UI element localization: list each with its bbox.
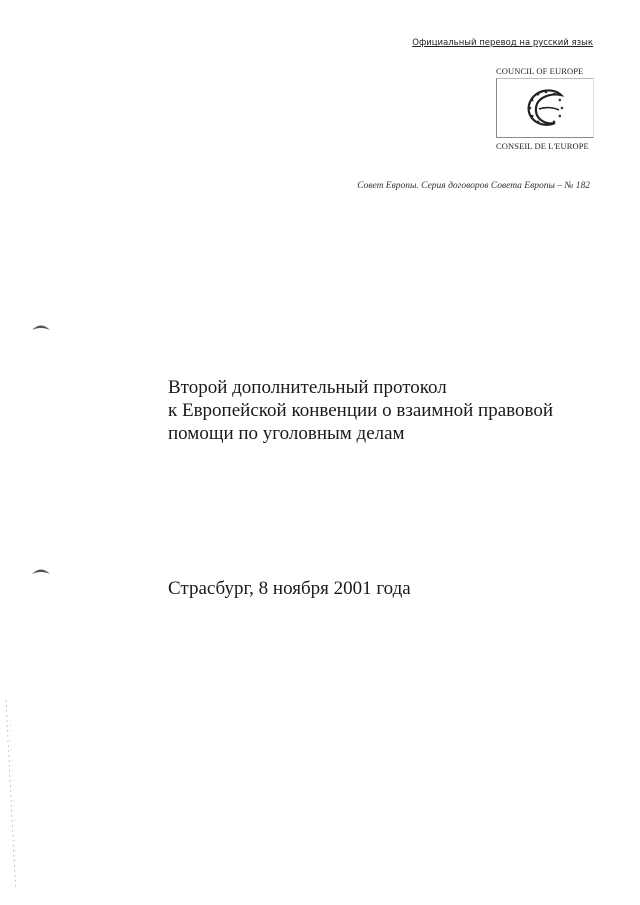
- title-line: помощи по уголовным делам: [168, 423, 405, 444]
- logo-bottom-text: CONSEIL DE L'EUROPE: [496, 141, 589, 151]
- logo-frame: [496, 78, 594, 138]
- document-title: [168, 376, 598, 445]
- logo-top-text: COUNCIL OF EUROPE: [496, 66, 584, 76]
- title-line: Второй дополнительный протокол: [168, 377, 447, 398]
- place-and-date: Страсбург, 8 ноября 2001 года: [168, 578, 411, 599]
- title-line: к Европейской конвенции о взаимной правовой: [168, 400, 553, 421]
- council-of-europe-logo: [496, 66, 600, 151]
- punch-hole-mark: [32, 567, 50, 575]
- translation-note: Официальный перевод на русский язык: [412, 38, 593, 48]
- punch-hole-mark: [32, 323, 50, 331]
- treaty-series-line: Совет Европы. Серия договоров Совета Европы – № 182: [357, 181, 590, 191]
- scan-edge-artifact: [4, 700, 18, 890]
- council-of-europe-emblem-icon: [523, 85, 569, 131]
